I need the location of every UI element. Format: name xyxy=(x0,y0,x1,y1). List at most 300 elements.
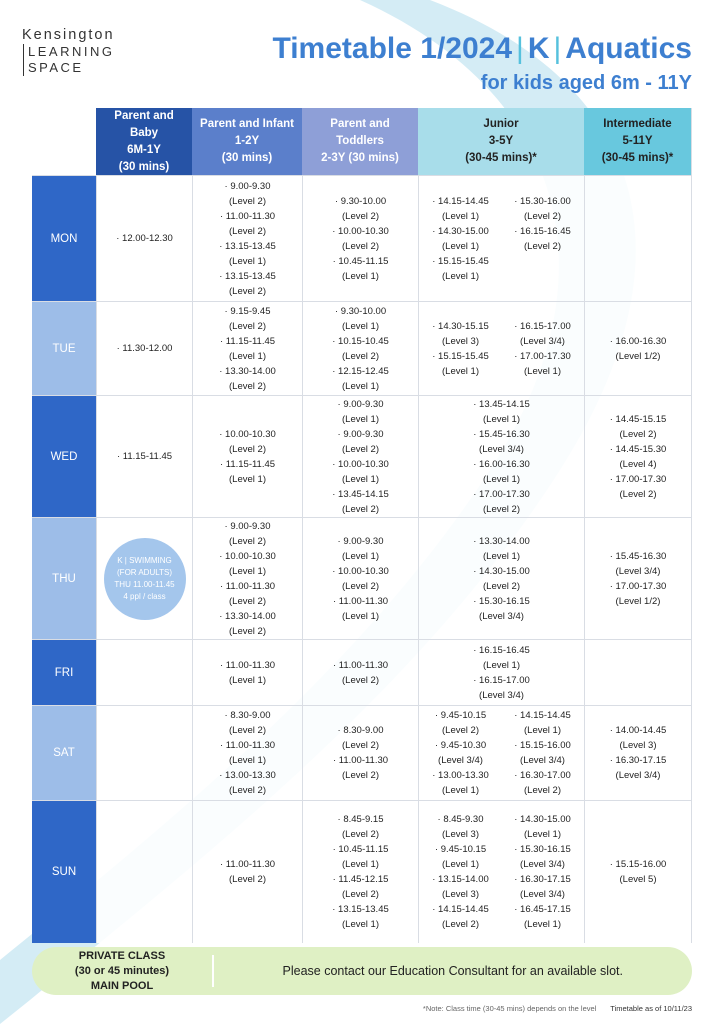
slot-level: (Level 2) xyxy=(342,829,379,840)
cell-intermediate xyxy=(584,706,692,800)
class-slot xyxy=(610,442,667,472)
class-slot xyxy=(514,349,571,379)
class-slot xyxy=(473,594,530,624)
adult-badge-line: K | SWIMMING xyxy=(117,555,172,565)
cell-intermediate xyxy=(584,396,692,517)
slot-level: (Level 1) xyxy=(342,859,379,870)
slot-level: (Level 1) xyxy=(342,380,379,392)
class-slot xyxy=(338,534,384,564)
class-slot xyxy=(473,457,530,487)
logo-line-2: LEARNING xyxy=(23,44,115,60)
class-slot xyxy=(514,224,571,254)
header-parent-baby: Parent and Baby 6M-1Y (30 mins) xyxy=(96,108,192,175)
slot-time: · 16.15-16.45 xyxy=(514,224,571,239)
slot-level: (Level 2) xyxy=(229,443,266,455)
class-slot xyxy=(432,254,489,284)
slot-time: · 16.15-16.45 xyxy=(473,643,530,658)
cell-junior xyxy=(418,176,584,301)
page-subtitle: for kids aged 6m - 11Y xyxy=(480,72,692,94)
slot-level: (Level 1) xyxy=(342,473,379,485)
class-slot xyxy=(220,209,275,239)
slot-level: (Level 2) xyxy=(342,580,379,592)
class-slot xyxy=(220,658,275,688)
cell-parent-baby xyxy=(96,518,192,639)
slot-level: (Level 2) xyxy=(342,770,379,781)
day-row-mon xyxy=(32,175,692,301)
slot-level: (Level 3/4) xyxy=(520,889,565,900)
slot-time: · 11.15-11.45 xyxy=(220,457,275,472)
slot-level: (Level 1) xyxy=(229,255,266,267)
cell-parent-baby xyxy=(96,706,192,800)
class-slot xyxy=(116,231,173,246)
class-slot xyxy=(432,902,489,932)
class-slot xyxy=(514,812,571,842)
slot-time: · 15.15-15.45 xyxy=(432,349,489,364)
cell-intermediate xyxy=(584,302,692,395)
class-slot xyxy=(219,269,276,299)
slot-time: · 8.30-9.00 xyxy=(338,723,384,738)
title-separator: | xyxy=(553,32,562,65)
class-slot xyxy=(220,857,275,887)
class-slot xyxy=(335,304,386,334)
header-parent-toddlers: Parent and Toddlers 2-3Y (30 mins) xyxy=(302,108,418,175)
slot-time: · 11.45-12.15 xyxy=(333,872,389,887)
slot-time: · 10.00-10.30 xyxy=(219,427,276,442)
class-slot xyxy=(432,872,489,902)
slot-time: · 9.45-10.15 xyxy=(435,842,486,857)
slot-level: (Level 5) xyxy=(619,874,657,885)
slot-level: (Level 1) xyxy=(342,919,379,930)
slot-time: · 13.30-14.00 xyxy=(219,609,276,624)
slot-level: (Level 1) xyxy=(524,829,561,840)
class-slot xyxy=(335,194,386,224)
slot-level: (Level 1) xyxy=(342,413,379,425)
slot-level: (Level 3) xyxy=(442,335,479,347)
slot-time: · 11.00-11.30 xyxy=(220,857,275,872)
cell-parent-infant xyxy=(192,640,302,705)
slot-time: · 16.30-17.15 xyxy=(610,753,667,768)
page-title xyxy=(272,32,692,66)
day-row-tue xyxy=(32,301,692,395)
slot-level: (Level 3) xyxy=(442,889,479,900)
slot-level: (Level 1) xyxy=(483,473,520,485)
slot-level: (Level 3) xyxy=(619,740,657,751)
cell-parent-infant xyxy=(192,706,302,800)
slot-level: (Level 2) xyxy=(619,428,657,440)
slot-level: (Level 1) xyxy=(342,550,379,562)
class-slot xyxy=(435,842,486,872)
title-separator: | xyxy=(516,32,524,65)
cell-parent-toddlers xyxy=(302,518,418,639)
slot-level: (Level 2) xyxy=(619,488,657,500)
slot-level: (Level 1) xyxy=(442,859,479,870)
slot-time: · 15.15-16.00 xyxy=(514,738,571,753)
cell-parent-baby xyxy=(96,640,192,705)
class-slot xyxy=(610,412,667,442)
class-slot xyxy=(435,708,486,738)
slot-level: (Level 2) xyxy=(342,240,379,252)
slot-time: · 11.30-12.00 xyxy=(117,341,173,356)
class-slot xyxy=(225,519,271,549)
junior-two-columns xyxy=(425,812,579,932)
class-slot xyxy=(332,487,389,517)
cell-parent-baby xyxy=(96,396,192,517)
class-slot xyxy=(338,397,384,427)
slot-level: (Level 2) xyxy=(342,889,379,900)
class-slot xyxy=(432,319,489,349)
class-slot xyxy=(220,457,275,487)
slot-time: · 11.00-11.30 xyxy=(333,658,388,673)
logo-line-3: SPACE xyxy=(23,60,115,76)
class-slot xyxy=(432,194,489,224)
day-row-wed xyxy=(32,395,692,517)
slot-level: (Level 2) xyxy=(442,919,479,930)
slot-level: (Level 2) xyxy=(524,210,561,222)
slot-level: (Level 1) xyxy=(229,755,266,766)
class-slot xyxy=(473,427,530,457)
slot-time: · 14.45-15.15 xyxy=(610,412,667,427)
cell-parent-infant xyxy=(192,518,302,639)
class-slot xyxy=(219,549,276,579)
class-slot xyxy=(332,457,389,487)
cell-parent-toddlers xyxy=(302,176,418,301)
class-slot xyxy=(333,594,388,624)
slot-time: · 13.15-13.45 xyxy=(219,239,276,254)
slot-level: (Level 2) xyxy=(229,380,266,392)
class-slot xyxy=(219,427,276,457)
slot-time: · 11.00-11.30 xyxy=(333,594,388,609)
private-class-banner xyxy=(32,947,692,995)
class-slot xyxy=(225,179,271,209)
class-slot xyxy=(435,738,486,768)
adult-badge-line: THU 11.00-11.45 xyxy=(114,579,175,589)
title-aquatics: Aquatics xyxy=(565,32,692,65)
slot-level: (Level 2) xyxy=(483,503,520,515)
kensington-logo xyxy=(22,26,115,76)
slot-level: (Level 1) xyxy=(483,413,520,425)
day-label: SAT xyxy=(32,706,96,800)
slot-level: (Level 2) xyxy=(229,285,266,297)
slot-level: (Level 2) xyxy=(229,725,266,736)
slot-level: (Level 3/4) xyxy=(479,610,524,622)
class-slot xyxy=(432,224,489,254)
slot-level: (Level 1/2) xyxy=(615,595,661,607)
slot-level: (Level 2) xyxy=(524,240,561,252)
class-slot xyxy=(225,304,271,334)
slot-level: (Level 3) xyxy=(442,829,479,840)
class-slot xyxy=(117,449,172,464)
slot-level: (Level 1) xyxy=(524,725,561,736)
slot-level: (Level 4) xyxy=(619,458,657,470)
footer xyxy=(423,1004,692,1013)
junior-two-columns xyxy=(425,194,579,284)
class-slot xyxy=(610,857,667,887)
day-label: TUE xyxy=(32,302,96,395)
slot-time: · 9.30-10.00 xyxy=(335,304,386,319)
slot-level: (Level 2) xyxy=(229,874,266,885)
slot-time: · 15.30-16.15 xyxy=(473,594,530,609)
day-label: MON xyxy=(32,176,96,301)
class-slot xyxy=(220,738,275,768)
slot-level: (Level 1) xyxy=(524,365,561,377)
adult-swimming-badge xyxy=(104,538,186,620)
slot-time: · 17.00-17.30 xyxy=(610,472,667,487)
slot-level: (Level 2) xyxy=(342,740,379,751)
slot-time: · 14.30-15.15 xyxy=(432,319,489,334)
slot-level: (Level 3/4) xyxy=(615,565,661,577)
slot-level: (Level 2) xyxy=(229,595,266,607)
private-class-text: Please contact our Education Consultant for an available slot. xyxy=(282,964,623,978)
slot-level: (Level 1) xyxy=(483,550,520,562)
slot-level: (Level 2) xyxy=(483,580,520,592)
day-row-fri xyxy=(32,639,692,705)
slot-time: · 13.30-14.00 xyxy=(473,534,530,549)
slot-time: · 13.15-13.45 xyxy=(332,902,389,917)
cell-intermediate xyxy=(584,640,692,705)
class-slot xyxy=(333,872,389,902)
class-slot xyxy=(117,341,173,356)
slot-time: · 8.30-9.00 xyxy=(225,708,271,723)
slot-time: · 12.15-12.45 xyxy=(332,364,389,379)
slot-time: · 10.15-10.45 xyxy=(332,334,389,349)
slot-level: (Level 1) xyxy=(229,565,266,577)
day-label: THU xyxy=(32,518,96,639)
slot-time: · 17.00-17.30 xyxy=(473,487,530,502)
slot-time: · 13.45-14.15 xyxy=(473,397,530,412)
slot-time: · 16.30-17.00 xyxy=(514,768,571,783)
slot-time: · 9.00-9.30 xyxy=(225,519,271,534)
slot-time: · 11.00-11.30 xyxy=(220,209,275,224)
slot-level: (Level 3/4) xyxy=(520,859,565,870)
class-slot xyxy=(514,708,571,738)
class-slot xyxy=(514,768,571,798)
slot-time: · 9.15-9.45 xyxy=(225,304,271,319)
slot-time: · 10.45-11.15 xyxy=(333,842,389,857)
class-slot xyxy=(338,723,384,753)
slot-time: · 14.30-15.00 xyxy=(432,224,489,239)
slot-time: · 16.30-17.15 xyxy=(514,872,571,887)
class-slot xyxy=(438,812,484,842)
slot-time: · 9.45-10.30 xyxy=(435,738,486,753)
cell-junior xyxy=(418,706,584,800)
slot-level: (Level 2) xyxy=(342,503,379,515)
class-slot xyxy=(332,564,389,594)
slot-time: · 10.00-10.30 xyxy=(332,564,389,579)
slot-level: (Level 2) xyxy=(342,350,379,362)
cell-parent-toddlers xyxy=(302,640,418,705)
slot-time: · 14.15-14.45 xyxy=(432,194,489,209)
slot-level: (Level 1) xyxy=(442,210,479,222)
class-slot xyxy=(333,658,388,688)
class-slot xyxy=(610,723,667,753)
cell-parent-infant xyxy=(192,302,302,395)
junior-two-columns xyxy=(425,708,579,798)
slot-level: (Level 1/2) xyxy=(615,350,661,362)
slot-level: (Level 1) xyxy=(524,919,561,930)
slot-time: · 13.00-13.30 xyxy=(432,768,489,783)
slot-time: · 9.30-10.00 xyxy=(335,194,386,209)
slot-time: · 9.00-9.30 xyxy=(338,534,384,549)
class-slot xyxy=(225,708,271,738)
slot-time: · 9.00-9.30 xyxy=(338,397,384,412)
slot-level: (Level 1) xyxy=(342,610,379,622)
cell-parent-infant xyxy=(192,801,302,943)
class-slot xyxy=(219,239,276,269)
day-label: WED xyxy=(32,396,96,517)
slot-level: (Level 2) xyxy=(442,725,479,736)
class-slot xyxy=(338,427,384,457)
class-slot xyxy=(332,224,389,254)
slot-time: · 15.15-15.45 xyxy=(432,254,489,269)
class-slot xyxy=(432,349,489,379)
slot-level: (Level 3/4) xyxy=(615,770,661,781)
slot-level: (Level 2) xyxy=(229,785,266,796)
class-slot xyxy=(219,609,276,639)
class-slot xyxy=(332,364,389,394)
slot-time: · 11.00-11.30 xyxy=(220,738,275,753)
slot-time: · 13.15-13.45 xyxy=(219,269,276,284)
class-slot xyxy=(610,579,667,609)
class-slot xyxy=(514,872,571,902)
slot-time: · 14.45-15.30 xyxy=(610,442,667,457)
slot-level: (Level 2) xyxy=(229,535,266,547)
slot-level: (Level 1) xyxy=(229,473,266,485)
slot-level: (Level 3/4) xyxy=(520,335,565,347)
slot-level: (Level 2) xyxy=(342,210,379,222)
slot-time: · 13.00-13.30 xyxy=(219,768,276,783)
header-intermediate: Intermediate 5-11Y (30-45 mins)* xyxy=(584,108,692,175)
slot-level: (Level 2) xyxy=(342,674,379,686)
day-row-thu xyxy=(32,517,692,639)
slot-time: · 9.00-9.30 xyxy=(338,427,384,442)
cell-junior xyxy=(418,518,584,639)
slot-time: · 9.00-9.30 xyxy=(225,179,271,194)
slot-time: · 14.00-14.45 xyxy=(610,723,667,738)
slot-time: · 11.15-11.45 xyxy=(117,449,172,464)
cell-parent-toddlers xyxy=(302,302,418,395)
slot-time: · 16.00-16.30 xyxy=(610,334,667,349)
slot-level: (Level 2) xyxy=(229,225,266,237)
slot-level: (Level 1) xyxy=(483,659,520,671)
cell-parent-toddlers xyxy=(302,706,418,800)
adult-badge-line: 4 ppl / class xyxy=(123,591,166,601)
slot-time: · 17.00-17.30 xyxy=(610,579,667,594)
class-slot xyxy=(333,753,388,783)
slot-time: · 14.15-14.45 xyxy=(514,708,571,723)
cell-parent-baby xyxy=(96,176,192,301)
cell-parent-baby xyxy=(96,801,192,943)
slot-time: · 15.15-16.00 xyxy=(610,857,667,872)
timetable-rows xyxy=(32,175,692,943)
day-label: SUN xyxy=(32,801,96,943)
cell-junior xyxy=(418,640,584,705)
cell-parent-infant xyxy=(192,176,302,301)
class-slot xyxy=(514,842,571,872)
class-slot xyxy=(220,579,275,609)
slot-time: · 15.45-16.30 xyxy=(610,549,667,564)
slot-time: · 10.00-10.30 xyxy=(332,457,389,472)
day-row-sun xyxy=(32,800,692,943)
class-slot xyxy=(338,812,384,842)
cell-parent-infant xyxy=(192,396,302,517)
class-slot xyxy=(473,534,530,564)
logo-line-1: Kensington xyxy=(22,27,115,43)
private-class-label: PRIVATE CLASS (30 or 45 minutes) MAIN POOL xyxy=(74,949,170,992)
slot-time: · 10.00-10.30 xyxy=(332,224,389,239)
class-slot xyxy=(432,768,489,798)
class-slot xyxy=(332,902,389,932)
slot-time: · 12.00-12.30 xyxy=(116,231,173,246)
slot-time: · 11.15-11.45 xyxy=(220,334,275,349)
class-slot xyxy=(473,673,530,703)
slot-time: · 11.00-11.30 xyxy=(220,658,275,673)
slot-level: (Level 2) xyxy=(229,625,266,637)
slot-time: · 8.45-9.30 xyxy=(438,812,484,827)
title-timetable: Timetable 1/2024 xyxy=(272,32,513,65)
cell-junior xyxy=(418,396,584,517)
slot-time: · 15.45-16.30 xyxy=(473,427,530,442)
class-slot xyxy=(473,487,530,517)
class-slot xyxy=(333,254,389,284)
slot-level: (Level 2) xyxy=(229,320,266,332)
slot-time: · 16.15-17.00 xyxy=(473,673,530,688)
slot-level: (Level 1) xyxy=(442,785,479,796)
cell-intermediate xyxy=(584,518,692,639)
cell-parent-toddlers xyxy=(302,801,418,943)
junior-two-columns xyxy=(425,319,579,379)
slot-level: (Level 1) xyxy=(442,240,479,252)
slot-time: · 13.30-14.00 xyxy=(219,364,276,379)
slot-level: (Level 1) xyxy=(342,270,379,282)
cell-junior xyxy=(418,302,584,395)
class-slot xyxy=(514,194,571,224)
cell-intermediate xyxy=(584,801,692,943)
slot-time: · 13.45-14.15 xyxy=(332,487,389,502)
slot-level: (Level 1) xyxy=(442,365,479,377)
slot-time: · 14.30-15.00 xyxy=(514,812,571,827)
header-junior: Junior 3-5Y (30-45 mins)* xyxy=(418,108,584,175)
day-label: FRI xyxy=(32,640,96,705)
slot-time: · 11.00-11.30 xyxy=(220,579,275,594)
class-slot xyxy=(610,753,667,783)
slot-level: (Level 2) xyxy=(229,195,266,207)
slot-time: · 13.15-14.00 xyxy=(432,872,489,887)
class-slot xyxy=(514,902,571,932)
class-slot xyxy=(333,842,389,872)
slot-level: (Level 1) xyxy=(442,270,479,282)
adult-badge-line: (FOR ADULTS) xyxy=(117,567,172,577)
slot-level: (Level 1) xyxy=(342,320,379,332)
footer-note: *Note: Class time (30-45 mins) depends on the level xyxy=(422,1004,597,1013)
slot-time: · 15.30-16.15 xyxy=(514,842,571,857)
footer-asof: Timetable as of 10/11/23 xyxy=(610,1004,692,1013)
slot-time: · 16.15-17.00 xyxy=(514,319,571,334)
slot-time: · 10.45-11.15 xyxy=(333,254,389,269)
class-slot xyxy=(610,549,667,579)
slot-level: (Level 3/4) xyxy=(438,755,483,766)
slot-level: (Level 1) xyxy=(229,674,266,686)
slot-level: (Level 2) xyxy=(342,443,379,455)
class-slot xyxy=(473,397,530,427)
timetable-grid xyxy=(32,108,692,943)
slot-time: · 14.15-14.45 xyxy=(432,902,489,917)
class-slot xyxy=(220,334,275,364)
class-slot xyxy=(514,738,571,768)
class-slot xyxy=(514,319,571,349)
title-k: K xyxy=(527,32,550,65)
header-corner xyxy=(32,108,96,175)
header-row xyxy=(32,108,692,175)
